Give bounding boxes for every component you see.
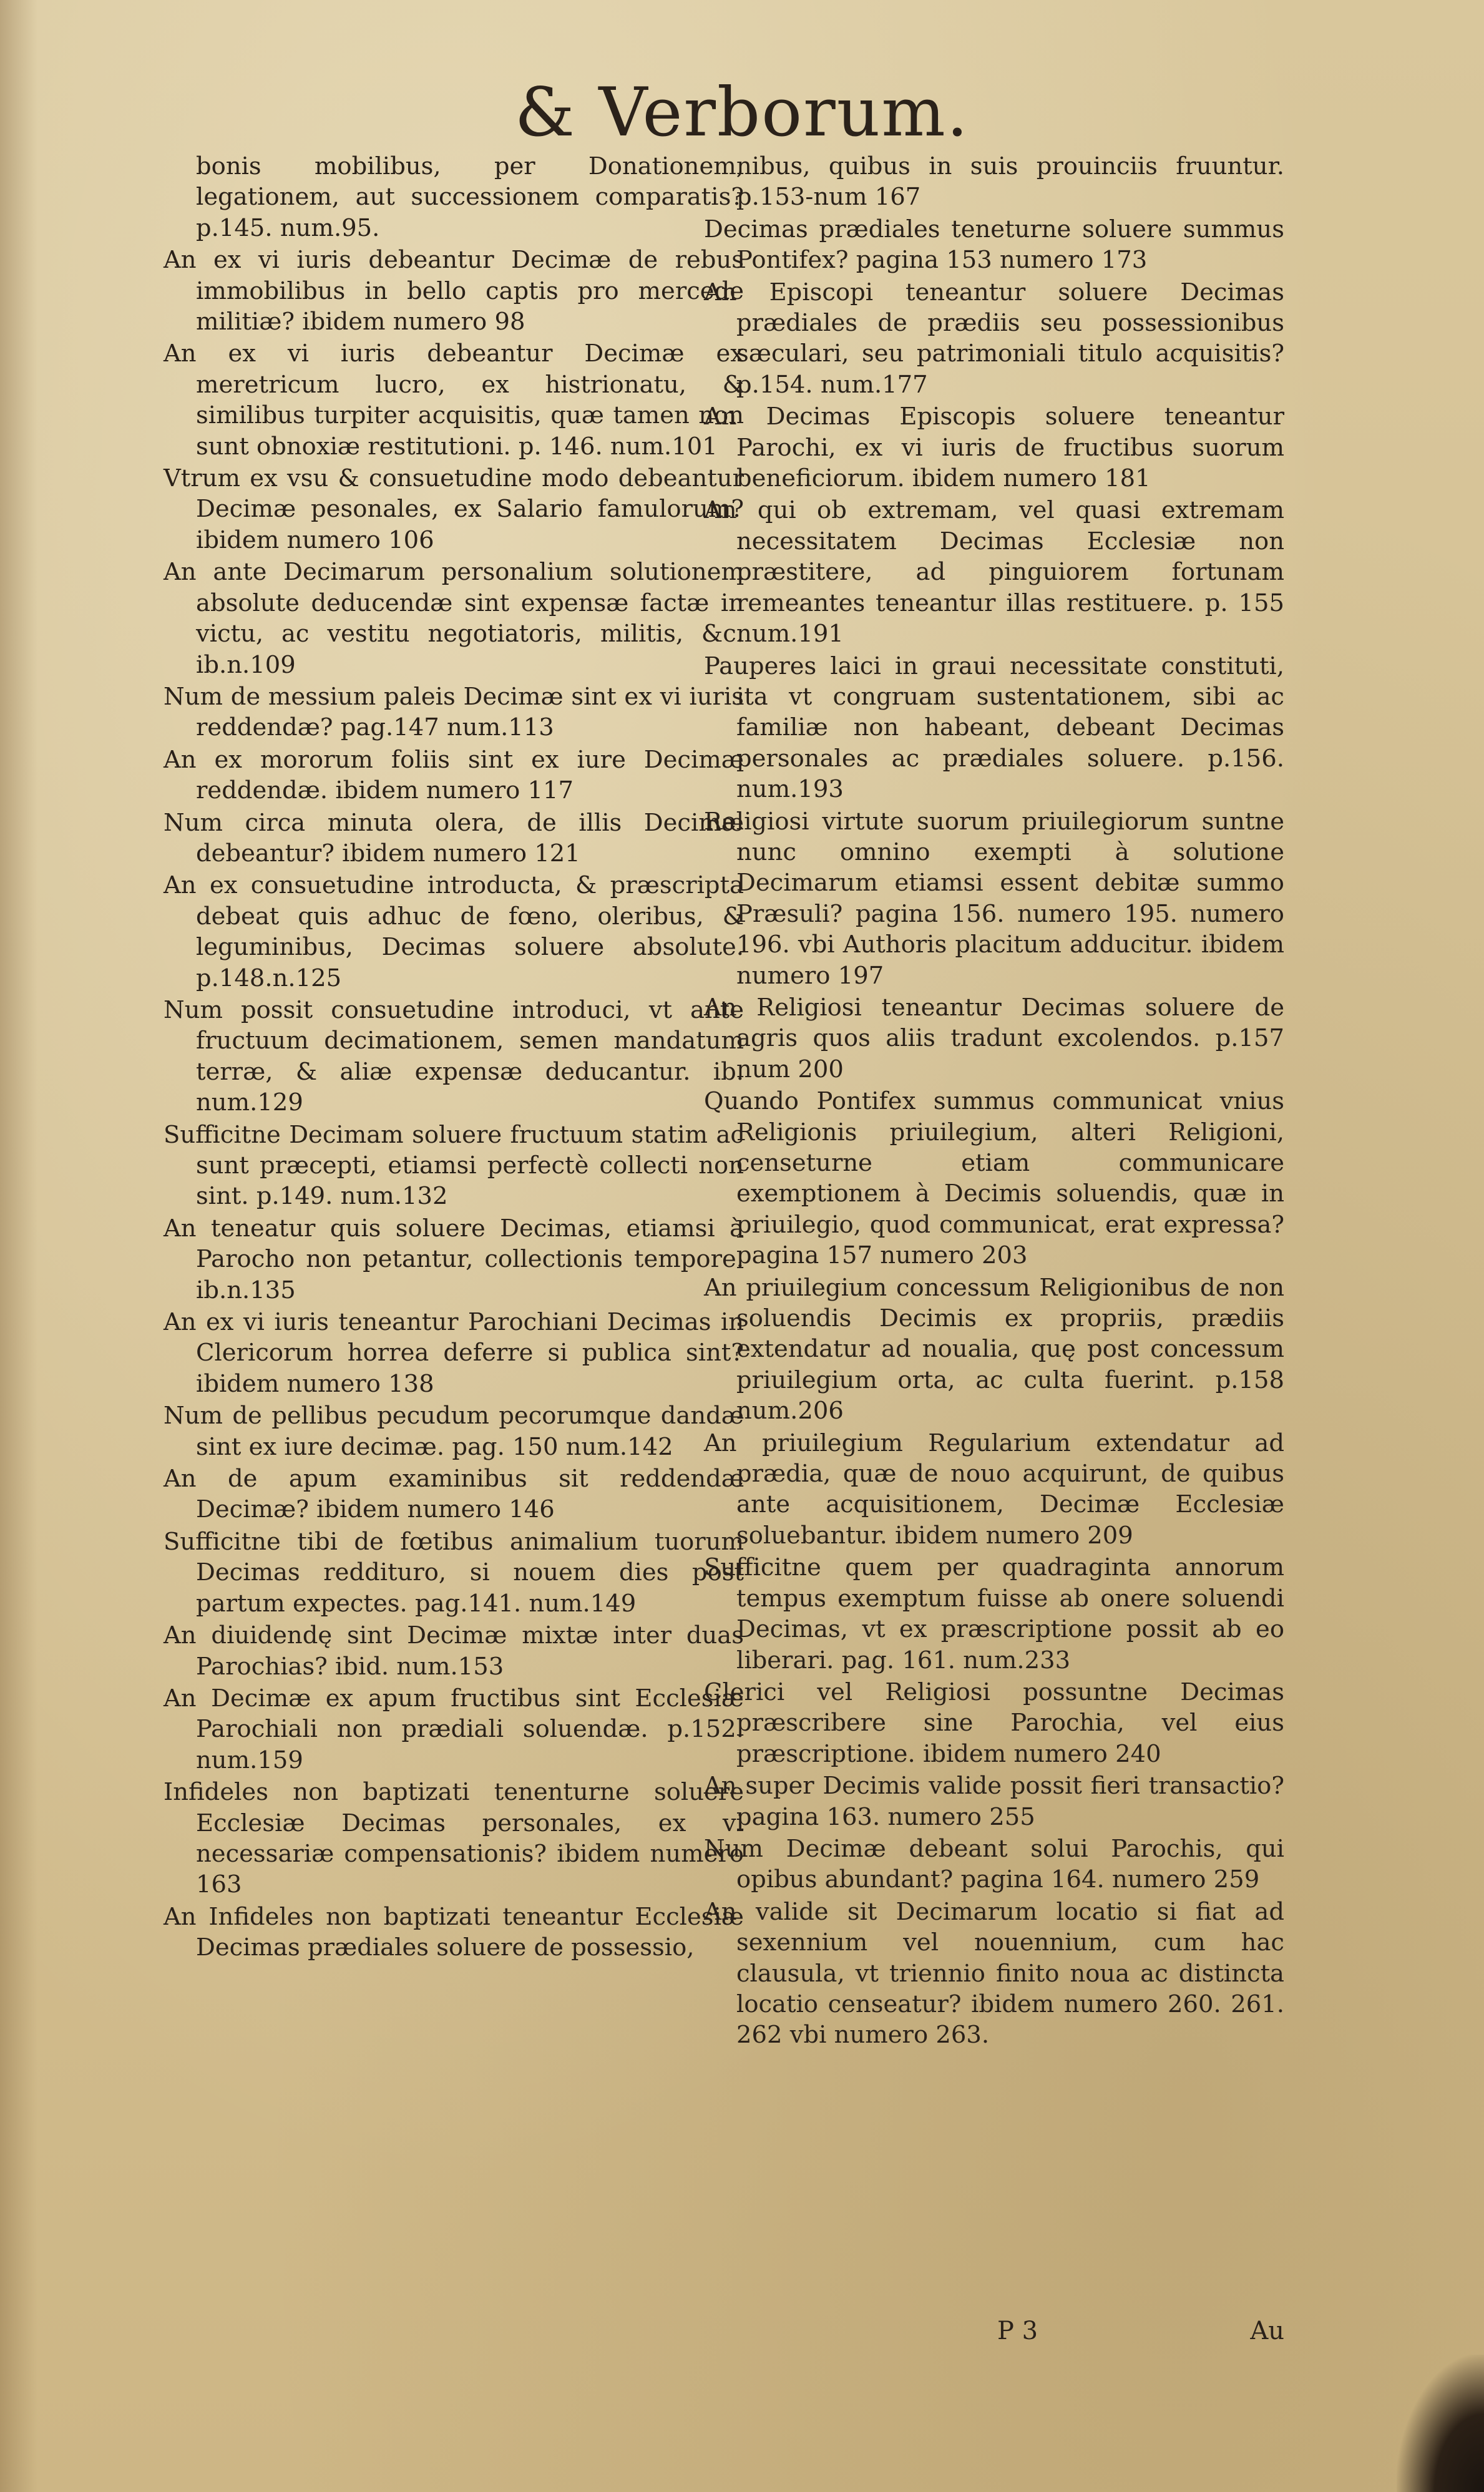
index-entry: An de apum examinibus sit reddendæ Decimæ? ibidem numero 146: [164, 1465, 744, 1524]
index-entry: Num de messium paleis Decimæ sint ex vi iuris reddendæ? pag.147 num.113: [164, 682, 744, 742]
index-entry: An ex vi iuris teneantur Parochiani Decimas in Clericorum horrea deferre si publica sint? ibidem numero 138: [164, 1308, 744, 1398]
index-entry: An priuilegium Regularium extendatur ad prædia, quæ de nouo acquirunt, de quibus ante acquisitionem, Decimæ Ecclesiæ soluebantur. ibidem numero 209: [704, 1429, 1284, 1550]
index-entry: An Decimas Episcopis soluere teneantur Parochi, ex vi iuris de fructibus suorum beneficiorum. ibidem numero 181: [704, 403, 1284, 493]
catchword: Au: [1250, 2317, 1284, 2345]
index-entry: An diuidendę sint Decimæ mixtæ inter duas Parochias? ibid. num.153: [164, 1621, 744, 1681]
corner-stain: [1397, 2355, 1484, 2492]
index-entry: Quando Pontifex summus communicat vnius Religionis priuilegium, alteri Religioni, censeturne etiam communicare exemptionem à Decimis soluendis, quæ in priuilegio, quod communicat, erat expressa? pagina 157 numero 203: [704, 1087, 1284, 1270]
index-entry: An ex consuetudine introducta, & præscripta debeat quis adhuc de fœno, oleribus, & leguminibus, Decimas soluere absolute. p.148.n.125: [164, 871, 744, 992]
index-entry: An ex vi iuris debeantur Decimæ ex meretricum lucro, ex histrionatu, & similibus turpiter acquisitis, quæ tamen non sunt obnoxiæ restitutioni. p. 146. num.101: [164, 340, 744, 461]
index-entry: Clerici vel Religiosi possuntne Decimas præscribere sine Parochia, vel eius præscriptione. ibidem numero 240: [704, 1678, 1284, 1768]
index-entry: An Episcopi teneantur soluere Decimas prædiales de prædiis seu possessionibus sæculari, seu patrimoniali titulo acquisitis? p.154. num.177: [704, 278, 1284, 399]
index-entry: Religiosi virtute suorum priuilegiorum suntne nunc omnino exempti à solutione Decimarum etiamsi essent debitæ summo Præsuli? pagina 156. numero 195. numero 196. vbi Authoris placitum adducitur. ibidem numero 197: [704, 807, 1284, 990]
index-entry: Vtrum ex vsu & consuetudine modo debeantur Decimæ pesonales, ex Salario famulorum? ibidem numero 106: [164, 464, 744, 554]
index-entry: Num possit consuetudine introduci, vt ante fructuum decimationem, semen mandatum terræ, & aliæ expensæ deducantur. ib. num.129: [164, 995, 744, 1117]
index-entry: Num circa minuta olera, de illis Decimæ debeantur? ibidem numero 121: [164, 808, 744, 867]
index-entry: Decimas prædiales teneturne soluere summus Pontifex? pagina 153 numero 173: [704, 215, 1284, 275]
index-entry: Sufficitne quem per quadraginta annorum tempus exemptum fuisse ab onere soluendi Decimas, vt ex præscriptione possit ab eo liberari. pag. 161. num.233: [704, 1553, 1284, 1674]
index-entry: An teneatur quis soluere Decimas, etiamsi à Parocho non petantur, collectionis tempore. ib.n.135: [164, 1214, 744, 1304]
index-column-right: [704, 151, 1284, 2052]
index-entry: An ante Decimarum personalium solutionem absolute deducendæ sint expensæ factæ in victu, ac vestitu negotiatoris, militis, &c. ib.n.109: [164, 558, 744, 679]
index-entry: bonis mobilibus, per Donationem, legationem, aut successionem comparatis? p.145. num.95.: [196, 152, 744, 242]
index-entry: Infideles non baptizati tenenturne soluere Ecclesiæ Decimas personales, ex vi necessariæ compensationis? ibidem numero 163: [164, 1778, 744, 1899]
index-entry: An priuilegium concessum Religionibus de non soluendis Decimis ex propriis, prædiis extendatur ad noualia, quę post concessum priuilegium orta, ac culta fuerint. p.158 num.206: [704, 1273, 1284, 1425]
page-edge-shadow: [0, 0, 37, 2492]
index-entry: Sufficitne tibi de fœtibus animalium tuorum Decimas redditurο, si nouem dies post partum expectes. pag.141. num.149: [164, 1527, 744, 1618]
index-entry: An super Decimis valide possit fieri transactio? pagina 163. numero 255: [704, 1772, 1284, 1831]
page-footer: [704, 2317, 1284, 2348]
index-entry: An qui ob extremam, vel quasi extremam necessitatem Decimas Ecclesiæ non præstitere, ad pinguiorem fortunam remeantes teneantur illas restituere. p. 155 num.191: [704, 496, 1284, 648]
index-entry: An Infideles non baptizati teneantur Ecclesiæ Decimas prædiales soluere de possessio,: [164, 1902, 744, 1962]
index-entry: Num de pellibus pecudum pecorumque dandæ sint ex iure decimæ. pag. 150 num.142: [164, 1402, 744, 1461]
index-entry: Pauperes laici in graui necessitate constituti, ita vt congruam sustentationem, sibi ac familiæ non habeant, debeant Decimas personales ac prædiales soluere. p.156. num.193: [704, 652, 1284, 804]
index-column-left: [164, 151, 744, 1965]
index-entry: An valide sit Decimarum locatio si fiat ad sexennium vel nouennium, cum hac clausula, vt triennio finito noua ac distincta locatio censeatur? ibidem numero 260. 261. 262 vbi numero 263.: [704, 1897, 1284, 2050]
page-running-title: & Verborum.: [514, 74, 970, 152]
index-entry: nibus, quibus in suis prouinciis fruuntur. p.153-num 167: [736, 152, 1284, 212]
index-entry: Sufficitne Decimam soluere fructuum statim ac sunt præcepti, etiamsi perfectè collecti non sint. p.149. num.132: [164, 1120, 744, 1211]
index-entry: An ex mororum foliis sint ex iure Decimæ reddendæ. ibidem numero 117: [164, 745, 744, 805]
index-entry: Num Decimæ debeant solui Parochis, qui opibus abundant? pagina 164. numero 259: [704, 1834, 1284, 1894]
index-entry: An ex vi iuris debeantur Decimæ de rebus immobilibus in bello captis pro mercede militiæ? ibidem numero 98: [164, 246, 744, 336]
index-entry: An Decimæ ex apum fructibus sint Ecclesiæ Parochiali non prædiali soluendæ. p.152. num.159: [164, 1684, 744, 1774]
signature-mark: P 3: [997, 2317, 1038, 2345]
index-entry: An Religiosi teneantur Decimas soluere de agris quos aliis tradunt excolendos. p.157 num 200: [704, 993, 1284, 1083]
